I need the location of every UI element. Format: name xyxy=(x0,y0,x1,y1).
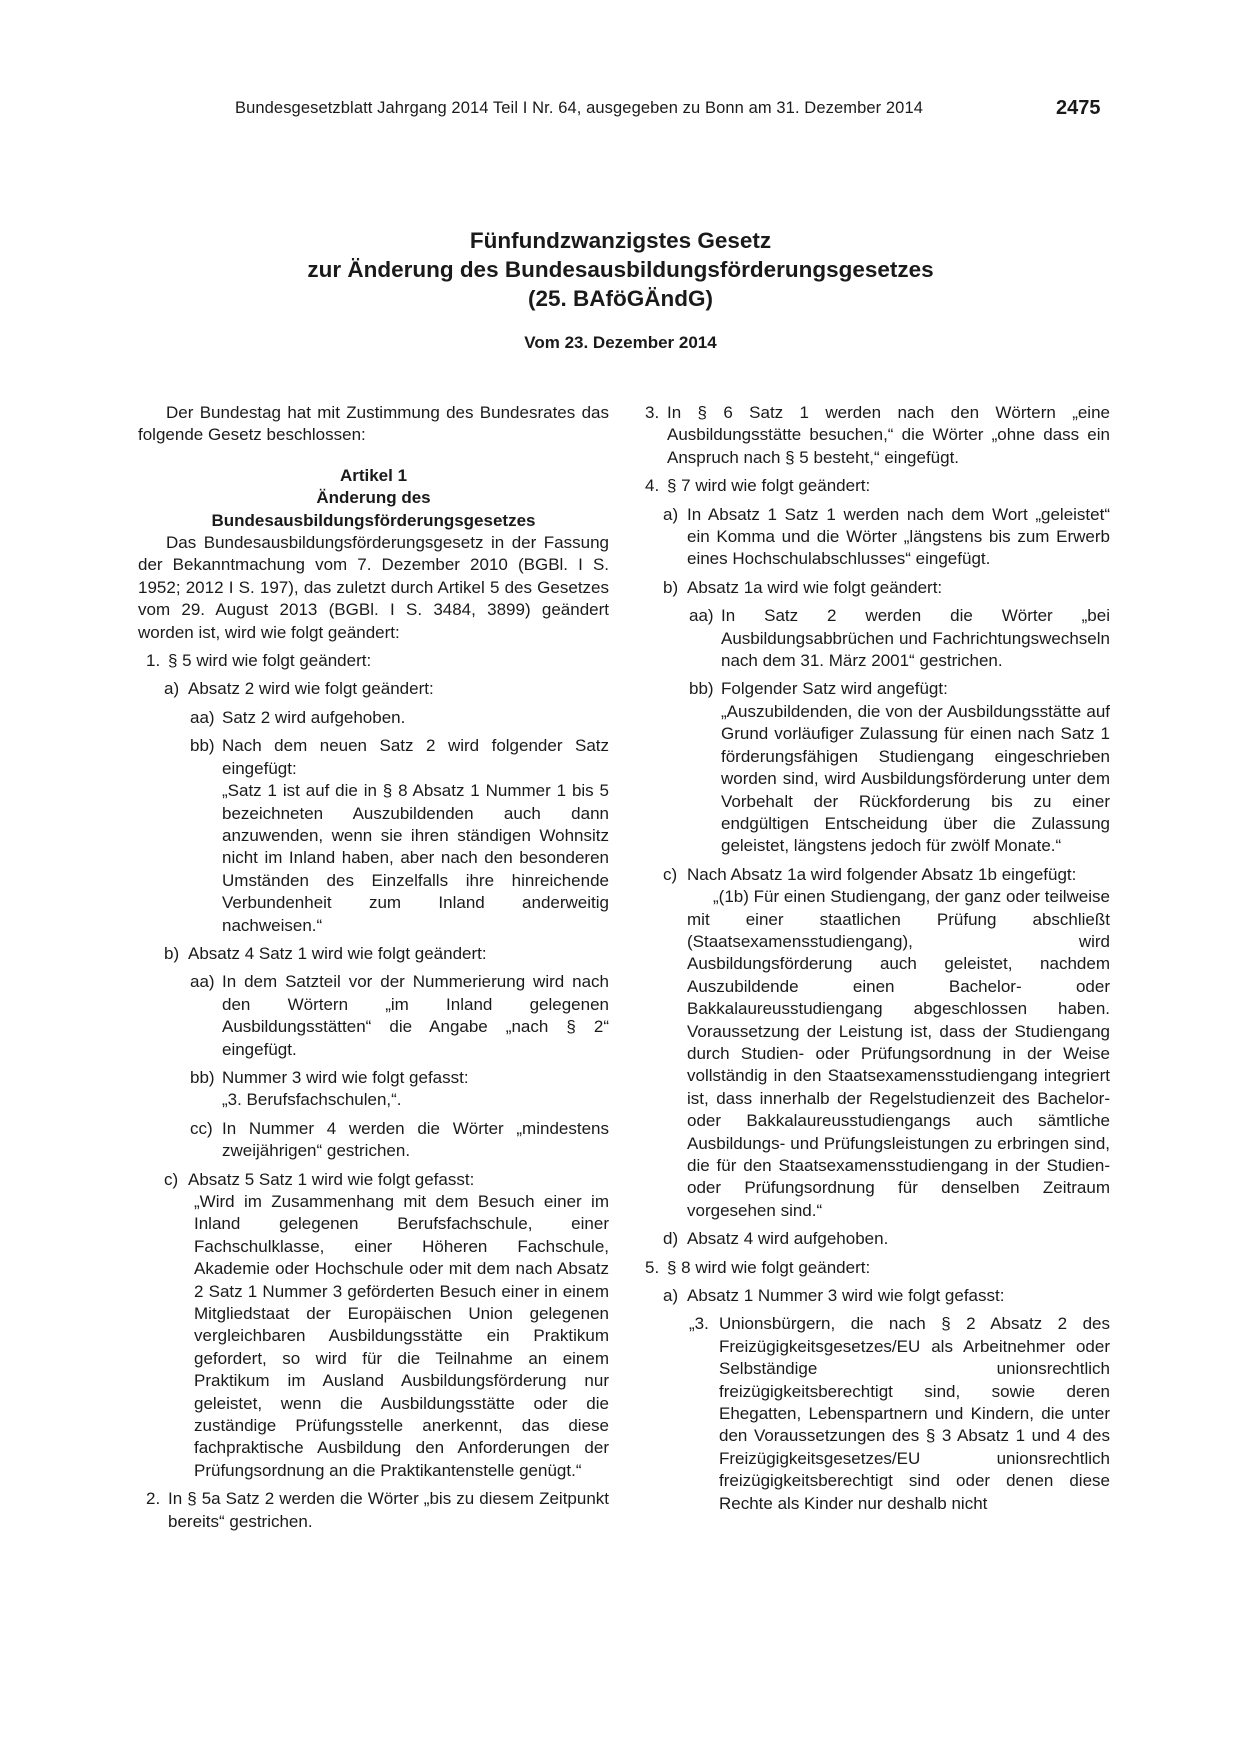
left-column xyxy=(138,402,609,1533)
item-1a xyxy=(164,678,609,700)
item-text: Satz 2 wird aufgehoben. xyxy=(222,707,406,727)
intro-paragraph: Der Bundestag hat mit Zustimmung des Bundesrates das folgende Gesetz beschlossen: xyxy=(138,403,609,445)
item-label: c) xyxy=(663,864,678,884)
item-text: In § 6 Satz 1 werden nach den Wörtern „eine Ausbildungsstätte besuchen,“ die Wörter „ohne dass ein Anspruch nach § 5 besteht,“ eingefügt. xyxy=(667,403,1110,467)
artikel-title-line-1: Änderung des xyxy=(316,488,431,508)
item-1b-aa xyxy=(190,971,609,1061)
item-label: bb) xyxy=(190,1067,215,1087)
item-5 xyxy=(645,1257,1110,1279)
item-text: In Absatz 1 Satz 1 werden nach dem Wort „geleistet“ ein Komma und die Wörter „längstens bis zum Erwerb eines Hochschulabschlusses“ eingefügt. xyxy=(687,504,1110,569)
item-text: Nach dem neuen Satz 2 wird folgender Satz eingefügt: xyxy=(222,736,609,778)
item-4c xyxy=(663,864,1110,886)
page-number: 2475 xyxy=(1056,97,1101,119)
item-text: In Satz 2 werden die Wörter „bei Ausbildungsabbrüchen und Fachrichtungswechseln nach dem 31. März 2001“ gestrichen. xyxy=(721,606,1110,671)
item-label: aa) xyxy=(190,707,215,727)
item-text: § 7 wird wie folgt geändert: xyxy=(667,476,871,496)
item-1c xyxy=(164,1169,609,1191)
item-label: bb) xyxy=(689,679,714,699)
running-header: Bundesgesetzblatt Jahrgang 2014 Teil I Nr. 64, ausgegeben zu Bonn am 31. Dezember 2014 xyxy=(235,99,924,117)
item-4b-aa xyxy=(689,605,1110,672)
item-label: 1. xyxy=(146,651,161,671)
quote-4b-bb: „Auszubildenden, die von der Ausbildungsstätte auf Grund vorläufiger Zulassung für einen nach Satz 1 förderungsfähigen Studiengang eingeschrieben worden sind, wird Ausbildungsförderung unter dem Vorbehalt der Rückforderung bis zu einer endgültigen Entscheidung über die Zulassung geleistet, längstens jedoch für zwölf Monate.“ xyxy=(721,701,1110,856)
item-text: § 5 wird wie folgt geändert: xyxy=(168,651,372,671)
item-label: a) xyxy=(663,1286,679,1306)
artikel-title-line-2: Bundesausbildungsförderungsgesetzes xyxy=(211,510,536,530)
item-text: Absatz 5 Satz 1 wird wie folgt gefasst: xyxy=(188,1169,475,1189)
item-text: Absatz 4 Satz 1 wird wie folgt geändert: xyxy=(188,943,487,963)
law-date: Vom 23. Dezember 2014 xyxy=(524,333,717,352)
item-label: 2. xyxy=(146,1489,161,1509)
item-text: Nach Absatz 1a wird folgender Absatz 1b eingefügt: xyxy=(687,864,1077,884)
item-label: c) xyxy=(164,1169,179,1189)
item-4 xyxy=(645,475,1110,497)
item-4a xyxy=(663,504,1110,571)
item-3 xyxy=(645,402,1110,469)
item-label: 4. xyxy=(645,476,660,496)
item-text: Absatz 2 wird wie folgt geändert: xyxy=(188,679,434,699)
quote-1a-bb: „Satz 1 ist auf die in § 8 Absatz 1 Nummer 1 bis 5 bezeichneten Auszubildenden auch dann anzuwenden, wenn sie ihren ständigen Wohnsitz nicht im Inland haben, aber nach den besonderen Umständen des Einzelfalls ihre hinreichende Verbundenheit zum Inland anderweitig nachweisen.“ xyxy=(222,781,609,935)
item-5a xyxy=(663,1285,1110,1307)
item-label: 3. xyxy=(645,403,660,422)
item-label: „3. xyxy=(689,1314,709,1334)
item-text: Absatz 4 wird aufgehoben. xyxy=(687,1229,889,1249)
item-text: Folgender Satz wird angefügt: xyxy=(721,679,948,699)
item-1b xyxy=(164,943,609,965)
item-1 xyxy=(146,650,609,672)
preamble-paragraph: Das Bundesausbildungsförderungsgesetz in der Fassung der Bekanntmachung vom 7. Dezember 2010 (BGBl. I S. 1952; 2012 I S. 197), das zuletzt durch Artikel 5 des Gesetzes vom 29. August 2013 (BGBl. I S. 3484, 3899) geändert worden ist, wird wie folgt geändert: xyxy=(138,533,609,642)
title-line-3: (25. BAföGÄndG) xyxy=(528,286,713,311)
item-text: Nummer 3 wird wie folgt gefasst: xyxy=(222,1067,469,1087)
item-1b-bb xyxy=(190,1067,609,1089)
quote-4c: „(1b) Für einen Studiengang, der ganz oder teilweise mit einer staatlichen Prüfung abschließt (Staatsexamensstudiengang), wird Ausbildungsförderung auch geleistet, nachdem Auszubildende einen Bachelor- oder Bakkalaureusstudiengang abgeschlossen haben. Voraussetzung der Leistung ist, dass der Studiengang durch Studien- oder Prüfungsordnung in der Weise vollständig in den Staatsexamensstudiengang integriert ist, dass innerhalb der Regelstudienzeit des Bachelor- oder Bakkalaureusstudiengangs auch sämtliche Ausbildungs- und Prüfungsleistungen zu erbringen sind, die für den Staatsexamensstudiengang in der Studien- oder Prüfungsordnung für denselben Zeitraum vorgesehen sind.“ xyxy=(687,887,1110,1220)
title-line-1: Fünfundzwanzigstes Gesetz xyxy=(469,228,772,253)
item-4d xyxy=(663,1228,1110,1250)
item-text: § 8 wird wie folgt geändert: xyxy=(667,1257,871,1277)
right-column xyxy=(645,402,1110,1515)
law-title xyxy=(0,226,1241,313)
artikel-heading: Artikel 1 xyxy=(339,465,408,485)
quote-5a xyxy=(689,1313,1110,1515)
item-text: In dem Satzteil vor der Nummerierung wird nach den Wörtern „im Inland gelegenen Ausbildungsstätten“ die Angabe „nach § 2“ eingefügt. xyxy=(222,972,609,1059)
item-text: In Nummer 4 werden die Wörter „mindestens zweijährigen“ gestrichen. xyxy=(222,1118,609,1161)
title-line-2: zur Änderung des Bundesausbildungsförderungsgesetzes xyxy=(307,257,934,282)
quote-1c: „Wird im Zusammenhang mit dem Besuch einer im Inland gelegenen Berufsfachschule, einer Fachschulklasse, einer Höheren Fachschule, Akademie oder Hochschule oder mit dem nach Absatz 2 Satz 1 Nummer 3 geförderten Besuch einer in einem Mitgliedstaat der Europäischen Union gelegenen vergleichbaren Ausbildungsstätte ein Praktikum gefordert, so wird für die Teilnahme an einem Praktikum im Ausland Ausbildungsförderung nur geleistet, wenn die Ausbildungsstätte oder die zuständige Prüfungsstelle anerkennt, das diese fachpraktische Ausbildung den Anforderungen der Prüfungsordnung an die Praktikantenstelle genügt.“ xyxy=(194,1192,609,1480)
item-text: Absatz 1a wird wie folgt geändert: xyxy=(687,577,943,597)
item-label: d) xyxy=(663,1229,679,1249)
item-label: b) xyxy=(663,577,679,597)
item-label: a) xyxy=(164,679,180,699)
item-text: In § 5a Satz 2 werden die Wörter „bis zu diesem Zeitpunkt bereits“ gestrichen. xyxy=(168,1489,609,1531)
item-label: b) xyxy=(164,943,180,963)
quote-1b-bb: „3. Berufsfachschulen,“. xyxy=(222,1090,402,1110)
item-label: aa) xyxy=(689,606,714,626)
item-text: Unionsbürgern, die nach § 2 Absatz 2 des Freizügigkeitsgesetzes/EU als Arbeitnehmer oder Selbständige unionsrechtlich freizügigkeitsberechtigt sind, sowie deren Ehegatten, Lebenspartnern und Kindern, die unter den Voraussetzungen des § 3 Absatz 1 und 4 des Freizügigkeitsgesetzes/EU unionsrechtlich freizügigkeitsberechtigt sind oder denen diese Rechte als Kinder nur deshalb nicht xyxy=(719,1314,1110,1513)
item-text: Absatz 1 Nummer 3 wird wie folgt gefasst: xyxy=(687,1286,1005,1306)
item-label: a) xyxy=(663,504,679,524)
item-1a-aa xyxy=(190,707,609,729)
item-label: cc) xyxy=(190,1118,213,1138)
item-4b xyxy=(663,577,1110,599)
item-label: bb) xyxy=(190,736,215,756)
item-4b-bb xyxy=(689,678,1110,700)
item-2 xyxy=(146,1488,609,1533)
item-1b-cc xyxy=(190,1118,609,1163)
item-label: aa) xyxy=(190,972,215,992)
item-1a-bb xyxy=(190,735,609,780)
item-label: 5. xyxy=(645,1257,660,1277)
